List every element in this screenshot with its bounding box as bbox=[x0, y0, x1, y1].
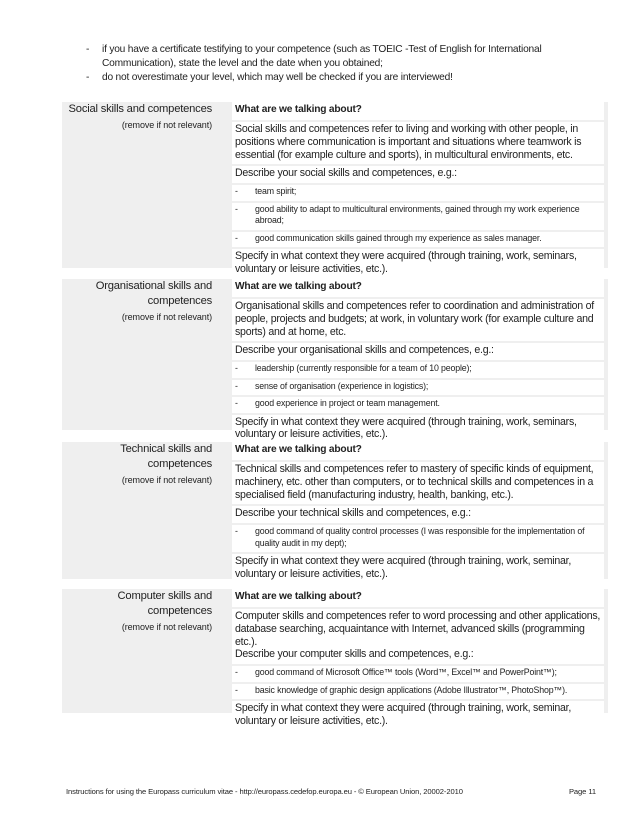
bullet-dash: - bbox=[235, 667, 238, 678]
definition-block bbox=[232, 299, 604, 343]
bullet-dash: - bbox=[235, 684, 238, 695]
definition-block bbox=[232, 609, 604, 666]
section-title: Computer skills and competences bbox=[117, 590, 212, 617]
bullet-dash: - bbox=[235, 363, 238, 374]
intro-text: do not overestimate your level, which may well be checked if you are interviewed! bbox=[102, 72, 453, 83]
bullet-dash: - bbox=[235, 186, 238, 197]
definition-block bbox=[232, 122, 604, 166]
section-heading bbox=[62, 102, 212, 132]
section-title: Technical skills and competences bbox=[120, 443, 212, 470]
footer-text: Instructions for using the Europass curriculum vitae - http://europass.cedefop.europa.eu - © European Union, 20002-2010 bbox=[66, 787, 463, 796]
section-note: (remove if not relevant) bbox=[121, 312, 212, 322]
section-heading bbox=[62, 442, 212, 487]
bullet-dash: - bbox=[86, 44, 90, 55]
specify-text: Specify in what context they were acquired (through training, work, seminar, voluntary or leisure activities, etc.). bbox=[235, 555, 572, 580]
bullet-dash: - bbox=[86, 72, 90, 83]
section-computer-skills bbox=[62, 589, 608, 727]
question-block bbox=[232, 589, 604, 609]
section-note: (remove if not relevant) bbox=[121, 622, 212, 632]
definition-block bbox=[232, 462, 604, 506]
section-content bbox=[232, 102, 604, 279]
example-item bbox=[235, 363, 601, 375]
question-block bbox=[232, 102, 604, 122]
specify-block bbox=[232, 554, 604, 584]
specify-block bbox=[232, 701, 604, 731]
section-note: (remove if not relevant) bbox=[121, 120, 212, 130]
example-item bbox=[235, 667, 601, 679]
describe-text: Describe your technical skills and competences, e.g.: bbox=[235, 507, 471, 520]
section-title: Social skills and competences bbox=[68, 103, 212, 115]
example-block bbox=[232, 666, 604, 684]
example-item bbox=[235, 381, 601, 393]
example-item bbox=[235, 526, 601, 549]
intro-list bbox=[86, 43, 606, 85]
specify-block bbox=[232, 249, 604, 279]
describe-block bbox=[232, 506, 604, 525]
intro-item bbox=[86, 43, 606, 71]
example-block bbox=[232, 397, 604, 415]
describe-block bbox=[232, 166, 604, 185]
example-block bbox=[232, 362, 604, 380]
example-block bbox=[232, 185, 604, 203]
example-block bbox=[232, 684, 604, 702]
bullet-dash: - bbox=[235, 232, 238, 243]
example-text: good command of quality control processes (I was responsible for the implementation of quality audit in my dept); bbox=[255, 526, 585, 548]
specify-block bbox=[232, 415, 604, 445]
section-content bbox=[232, 589, 604, 731]
describe-text: Describe your organisational skills and competences, e.g.: bbox=[235, 344, 494, 357]
section-organisational-skills bbox=[62, 279, 608, 441]
question-heading: What are we talking about? bbox=[235, 281, 362, 292]
example-text: leadership (currently responsible for a team of 10 people); bbox=[255, 363, 472, 374]
definition-text: Organisational skills and competences refer to coordination and administration of people, projects and budgets; at work, in voluntary work (for example culture and sports) and at home, etc. bbox=[235, 300, 594, 338]
describe-text: Describe your social skills and competences, e.g.: bbox=[235, 167, 457, 180]
example-item bbox=[235, 186, 601, 198]
describe-block bbox=[232, 343, 604, 362]
describe-text: Describe your computer skills and competences, e.g.: bbox=[235, 648, 474, 661]
example-text: team spirit; bbox=[255, 186, 297, 197]
example-text: good communication skills gained through my experience as sales manager. bbox=[255, 232, 542, 243]
example-item bbox=[235, 233, 601, 245]
section-technical-skills bbox=[62, 442, 608, 579]
page-number: Page 11 bbox=[568, 787, 596, 796]
definition-text: Computer skills and competences refer to word processing and other applications, database searching, acquaintance with Internet, advanced skills (programming etc.). bbox=[235, 610, 601, 648]
section-title: Organisational skills and competences bbox=[95, 280, 212, 307]
intro-item bbox=[86, 71, 606, 85]
section-content bbox=[232, 279, 604, 444]
section-content bbox=[232, 442, 604, 584]
specify-text: Specify in what context they were acquired (through training, work, seminars, voluntary or leisure activities, etc.). bbox=[235, 250, 577, 275]
question-block bbox=[232, 442, 604, 462]
example-text: good experience in project or team management. bbox=[255, 398, 440, 409]
example-block bbox=[232, 380, 604, 398]
bullet-dash: - bbox=[235, 380, 238, 391]
example-text: basic knowledge of graphic design applications (Adobe Illustrator™, PhotoShop™). bbox=[255, 684, 568, 695]
example-text: sense of organisation (experience in logistics); bbox=[255, 380, 429, 391]
example-item bbox=[235, 398, 601, 410]
example-text: good ability to adapt to multicultural environments, gained through my work experience abroad; bbox=[255, 203, 580, 226]
example-block bbox=[232, 232, 604, 250]
specify-text: Specify in what context they were acquired (through training, work, seminars, voluntary or leisure activities, etc.). bbox=[235, 415, 577, 441]
example-item bbox=[235, 685, 601, 697]
section-note: (remove if not relevant) bbox=[121, 475, 212, 485]
question-heading: What are we talking about? bbox=[235, 444, 362, 455]
question-heading: What are we talking about? bbox=[235, 591, 362, 602]
example-item bbox=[235, 204, 601, 227]
question-heading: What are we talking about? bbox=[235, 104, 362, 115]
intro-text: if you have a certificate testifying to your competence (such as TOEIC -Test of English for International Communication), state the level and the date when you obtained; bbox=[102, 44, 542, 69]
question-block bbox=[232, 279, 604, 299]
section-heading bbox=[62, 589, 212, 634]
example-block bbox=[232, 203, 604, 232]
bullet-dash: - bbox=[235, 203, 238, 214]
definition-text: Technical skills and competences refer to mastery of specific kinds of equipment, machinery, etc. other than computers, or to technical skills and competences in a specialised field (manufacturing industry, health, banking, etc.). bbox=[235, 463, 594, 501]
specify-text: Specify in what context they were acquired (through training, work, seminar, voluntary or leisure activities, etc.). bbox=[235, 702, 572, 727]
definition-text: Social skills and competences refer to living and working with other people, in positions where communication is important and situations where teamwork is essential (for example culture and sports), in multicultural environments, etc. bbox=[235, 123, 582, 161]
example-text: good command of Microsoft Office™ tools (Word™, Excel™ and PowerPoint™); bbox=[255, 667, 557, 678]
example-block bbox=[232, 525, 604, 554]
bullet-dash: - bbox=[235, 526, 238, 537]
section-heading bbox=[62, 279, 212, 324]
section-social-skills bbox=[62, 102, 608, 275]
bullet-dash: - bbox=[235, 398, 238, 409]
